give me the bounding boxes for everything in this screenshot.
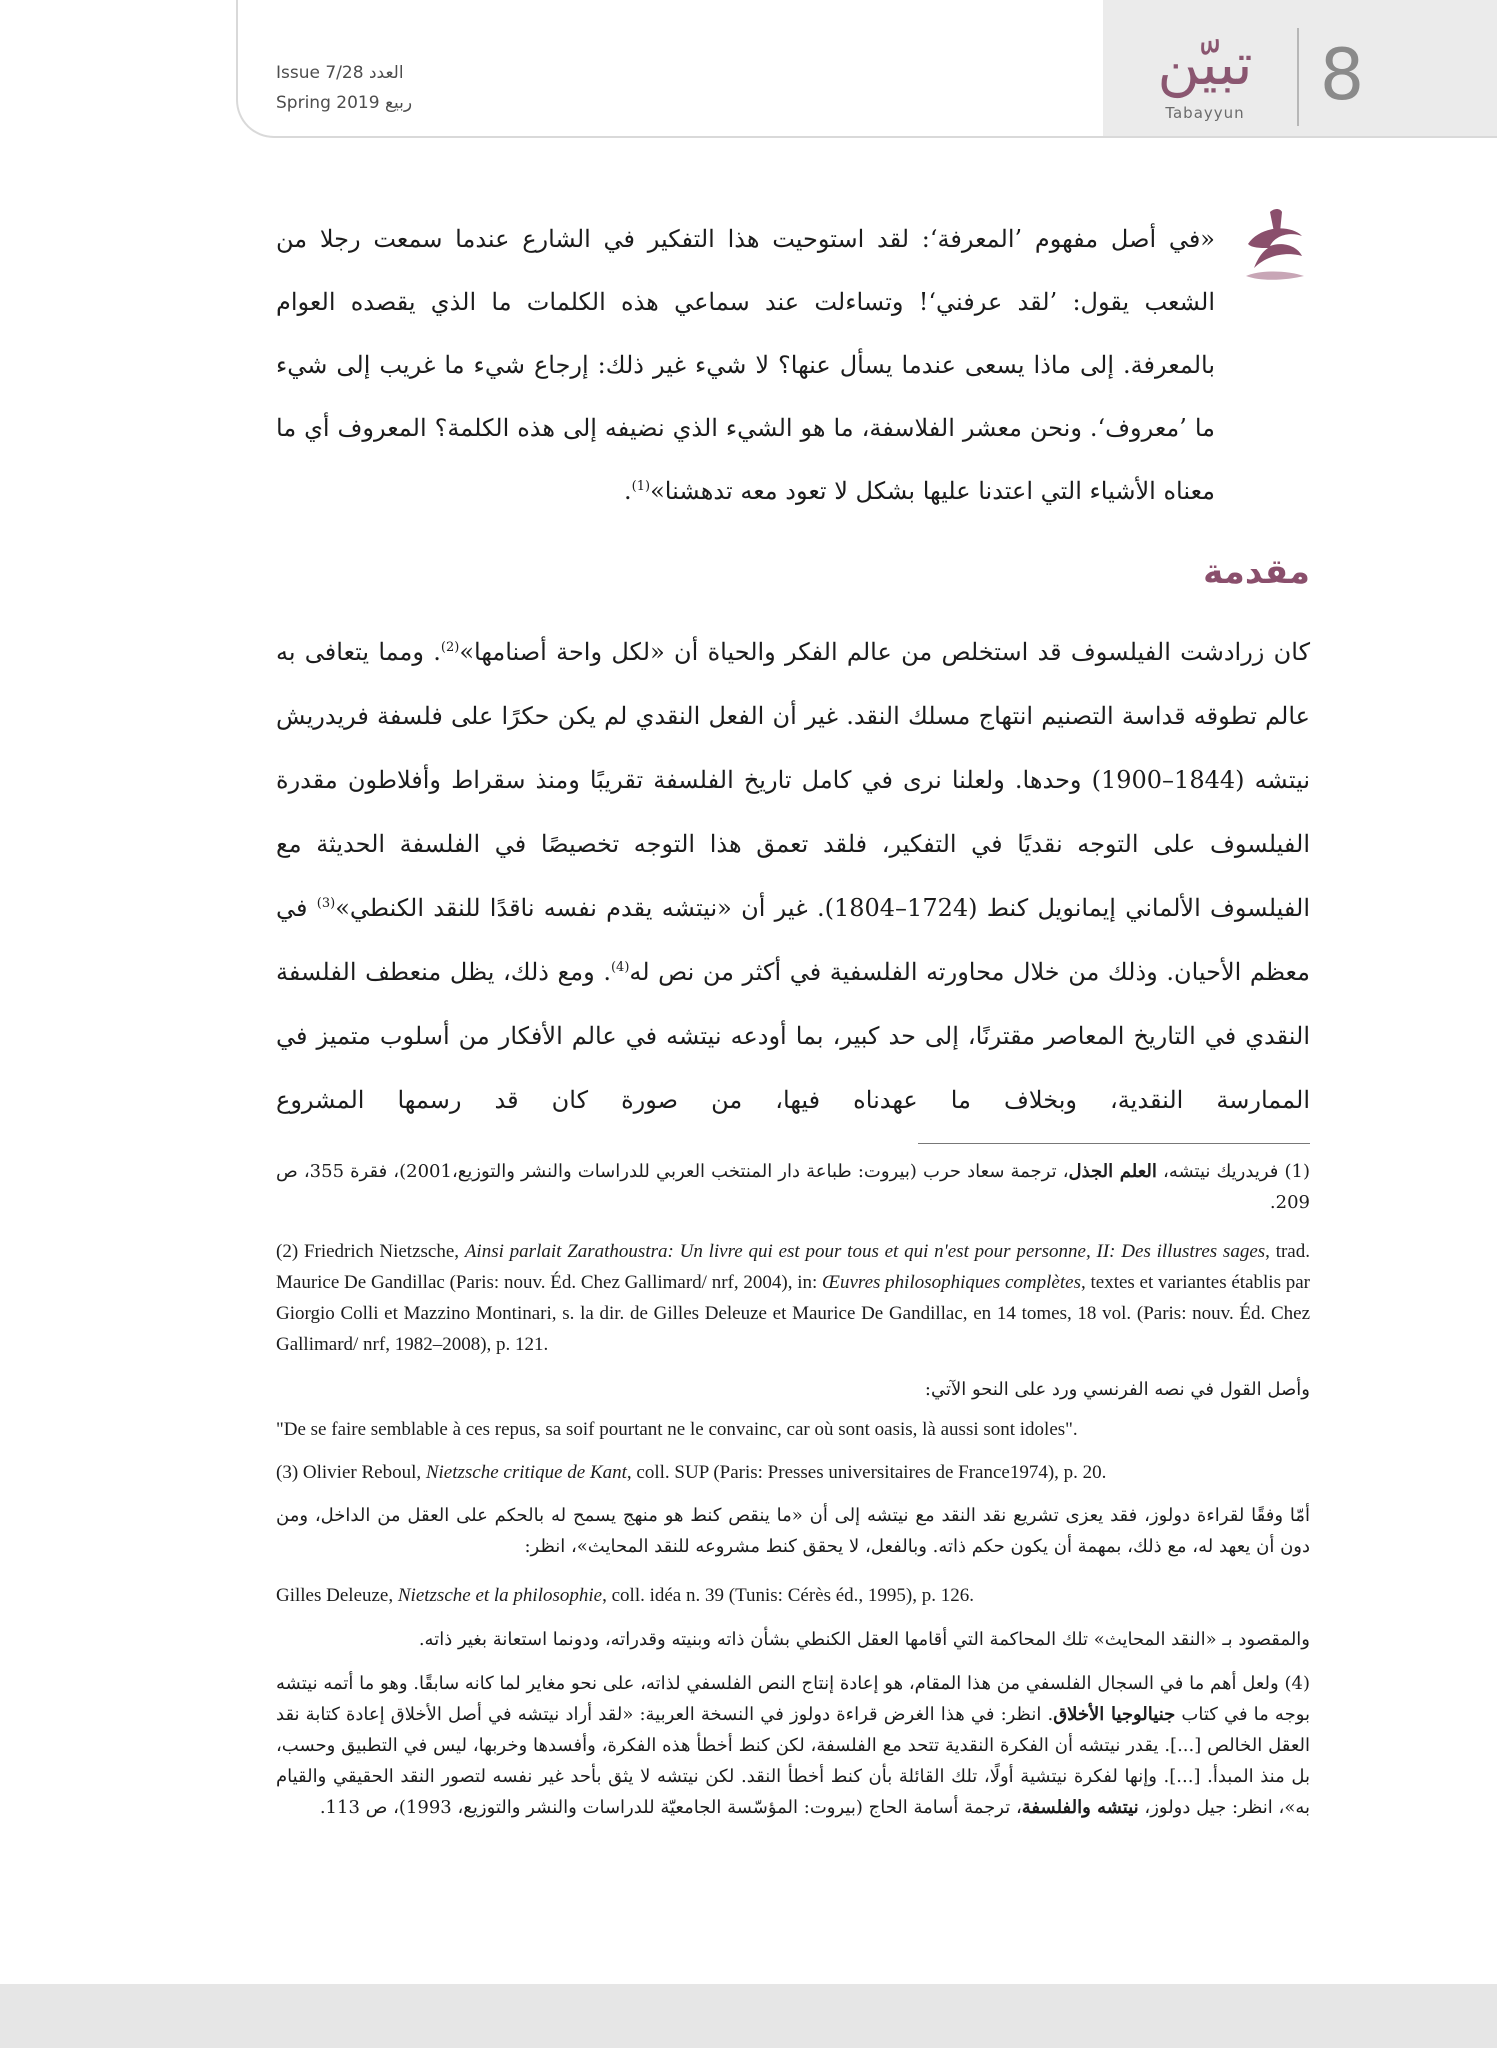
footnote-2-text-mid: , trad. Maurice De Gandillac (Paris: nouv. Éd. Chez Gallimard/ nrf, 2004), in: [276,1241,1310,1293]
footnote-3-arabic: أمّا وفقًا لقراءة دولوز، فقد يعزى تشريع نقد النقد مع نيتشه إلى أن «ما ينقص كنط هو منهج يسمح له بالحكم على العقل من الداخل، ومن دون أن يعهد له، مع ذلك، بمهمة أن يكون حكم ذاته. وبالفعل، لا يحقق كنط مشروعه للنقد المحايث»، انظر: [276,1505,1310,1557]
footnote-2-text-end: , textes et variantes établis par Giorgio Colli et Mazzino Montinari, s. la dir. de Gilles Deleuze et Maurice De Gandillac, en 14 tomes, 18 vol. (Paris: nouv. Éd. Chez Gallimard/ nrf, 1982–2008), p. 121. [276,1272,1310,1355]
season-label: Spring 2019 ربيع [276,93,413,113]
footnote-2-title: Ainsi parlait Zarathoustra: Un livre qui est pour tous et qui n'est pour personne, II: Des illustres sages [464,1241,1266,1262]
footnote-1-text-end: ، ترجمة سعاد حرب (بيروت: طباعة دار المنتخب العربي للدراسات والنشر والتوزيع،2001)، فقرة 355، ص 209. [276,1161,1310,1213]
footnote-1-text: (1) فريدريك نيتشه، [1156,1161,1310,1182]
footnote-ref-4[interactable]: (4) [610,960,630,975]
footnote-2 [276,1236,1310,1360]
page-number: 8 [1319,34,1365,116]
footnote-3-title: Nietzsche critique de Kant [425,1462,627,1483]
footnote-3-deleuze-text: Gilles Deleuze, [276,1585,398,1606]
footnote-ref-3[interactable]: (3) [316,896,336,911]
footnote-2-title-2: Œuvres philosophiques complètes [822,1272,1081,1293]
footnote-3-text: (3) Olivier Reboul, [276,1462,426,1483]
footnote-2-text: (2) Friedrich Nietzsche, [276,1241,465,1262]
footnote-1 [276,1156,1310,1218]
footnote-2-quote: "De se faire semblable à ces repus, sa soif pourtant ne le convainc, car où sont oasis, là aussi sont idoles". [276,1419,1078,1440]
quote-text: «في أصل مفهوم ’المعرفة‘: لقد استوحيت هذا التفكير في الشارع عندما سمعت رجلا من الشعب يقول: ’لقد عرفني‘! وتساءلت عند سماعي هذه الكلمات ما الذي يقصده العوام بالمعرفة. إلى ماذا يسعى عندما يسأل عنها؟ لا شيء غير ذلك: إرجاع شيء ما غريب إلى شيء ما ’معروف‘. ونحن معشر الفلاسفة، ما هو الشيء الذي نضيفه إلى هذه الكلمة؟ المعروف أي ما معناه الأشياء التي اعتدنا عليها بشكل لا تعود معه تدهشنا» [276,225,1215,505]
body-paragraph [276,620,1310,1132]
quote-end: . [624,477,632,505]
footnote-4-text-mid: . انظر: في هذا الغرض قراءة دولوز في النسخة العربية: «لقد أراد نيتشه في أصل الأخلاق إعادة كتابة نقد العقل الخالص [...]. يقدر نيتشه أن الفكرة النقدية تتحد مع الفلسفة، لكن كنط أخطأ هذه الفكرة، وأفسدها وخربها، ليس في التطبيق وحسب، بل منذ المبدأ. [...]. وإنها لفكرة نيتشية أولًا، تلك القائلة بأن كنط أخطأ النقد. لكن نيتشه لا يثق بأحد غير نفسه لتصور النقد الحقيقي والقيام به»، انظر: جيل دولوز، [276,1704,1310,1818]
journal-logo: تبيّن [1157,30,1253,98]
body-text-3: في معظم الأحيان. وذلك من خلال محاورته الفلسفية في أكثر من نص له [276,894,1310,986]
opening-quote [276,208,1310,523]
issue-info [276,58,456,118]
body-text-4: . ومع ذلك، يظل منعطف الفلسفة النقدي في التاريخ المعاصر مقترنًا، إلى حد كبير، بما أودعه نيتشه في عالم الأفكار من أسلوب متميز في الممارسة النقدية، وبخلاف ما عهدناه فيها، من صورة كان قد رسمها المشروع [276,958,1310,1114]
footnote-1-title: العلم الجذل [1068,1161,1157,1182]
footnote-4-title: جنيالوجيا الأخلاق [1053,1704,1176,1725]
footnote-separator [918,1143,1310,1144]
body-text-1: كان زرادشت الفيلسوف قد استخلص من عالم الفكر والحياة أن «لكل واحة أصنامها» [459,638,1311,666]
footnote-3-deleuze-text-end: , coll. idéa n. 39 (Tunis: Cérès éd., 1995), p. 126. [602,1585,974,1606]
footnote-ref-1[interactable]: (1) [631,479,651,494]
page-number-divider [1297,28,1299,126]
issue-label: Issue 7/28 العدد [276,63,404,83]
page-footer-band [0,1984,1497,2048]
footnote-4-title-2: نيتشه والفلسفة [1021,1797,1139,1818]
journal-logo-latin: Tabayyun [1165,104,1245,122]
footnote-4 [276,1668,1310,1823]
footnote-3-deleuze-title: Nietzsche et la philosophie [397,1585,603,1606]
footnote-3-arabic-2: والمقصود بـ «النقد المحايث» تلك المحاكمة التي أقامها العقل الكنطي بشأن ذاته وبنيته وقدراته، ودونما استعانة بغير ذاته. [418,1629,1310,1650]
footnote-2-arabic: وأصل القول في نصه الفرنسي ورد على النحو الآتي: [924,1379,1310,1400]
footnote-4-text: (4) ولعل أهم ما في السجال الفلسفي من هذا المقام، هو إعادة إنتاج النص الفلسفي لذاته، على نحو مغاير لما كانه سابقًا. وهو ما أتمه نيتشه بوجه ما في كتاب [276,1673,1311,1725]
body-text-2: . ومما يتعافى به عالم تطوقه قداسة التصنيم انتهاج مسلك النقد. غير أن الفعل النقدي لم يكن حكرًا على فلسفة فريدريش نيتشه (1844–1900) وحدها. ولعلنا نرى في كامل تاريخ الفلسفة تقريبًا ومنذ سقراط وأفلاطون مقدرة الفيلسوف على التوجه نقديًا في التفكير، فلقد تعمق هذا التوجه تخصيصًا في الفلسفة الحديثة مع الفيلسوف الألماني إيمانويل كنط (1724–1804). غير أن «نيتشه يقدم نفسه ناقدًا للنقد الكنطي» [276,638,1311,922]
section-heading: مقدمة [1203,552,1310,592]
footnote-3 [276,1457,1310,1488]
footnote-3-deleuze [276,1580,1310,1611]
footnote-4-text-end: ، ترجمة أسامة الحاج (بيروت: المؤسّسة الجامعيّة للدراسات والنشر والتوزيع، 1993)، ص 113. [319,1797,1022,1818]
footnote-3-text-end: , coll. SUP (Paris: Presses universitaires de France1974), p. 20. [626,1462,1107,1483]
footnote-ref-2[interactable]: (2) [440,640,460,655]
